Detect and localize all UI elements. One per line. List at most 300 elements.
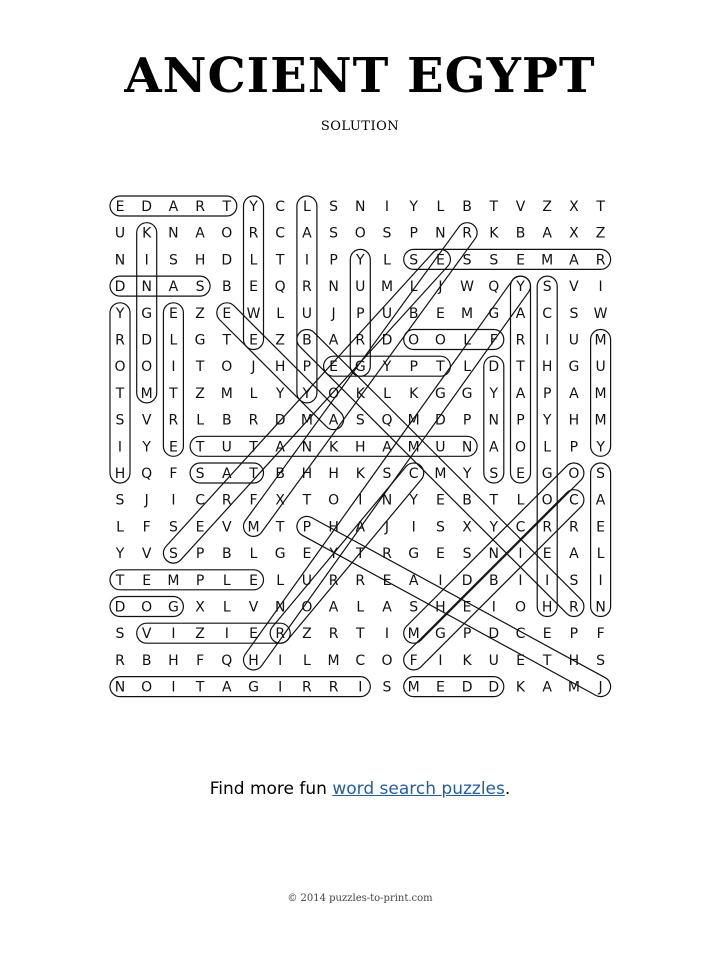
grid-letter: L: [409, 279, 418, 296]
grid-letter: N: [301, 439, 313, 456]
grid-letter: Y: [516, 279, 525, 296]
grid-letter: A: [222, 466, 232, 482]
grid-letter: D: [141, 332, 153, 349]
grid-letter: P: [462, 626, 472, 643]
grid-letter: R: [248, 412, 259, 429]
grid-letter: O: [434, 332, 446, 349]
grid-letter: R: [115, 652, 125, 669]
grid-letter: B: [302, 332, 312, 349]
grid-letter: P: [409, 359, 418, 376]
grid-letter: N: [381, 492, 393, 509]
grid-letter: Y: [596, 439, 605, 456]
grid-letter: C: [542, 305, 553, 322]
grid-letter: K: [355, 385, 365, 402]
grid-letter: X: [569, 225, 579, 242]
grid-letter: M: [327, 652, 340, 669]
grid-letter: L: [356, 599, 365, 616]
grid-letter: H: [168, 652, 179, 669]
grid-letter: M: [407, 679, 420, 696]
grid-letter: N: [435, 225, 446, 242]
grid-letter: I: [117, 439, 123, 456]
grid-letter: A: [569, 546, 579, 563]
grid-letter: T: [356, 546, 365, 563]
grid-letter: Y: [409, 492, 418, 509]
grid-letter: X: [569, 199, 579, 215]
grid-letter: S: [542, 279, 552, 296]
grid-letter: O: [328, 385, 340, 402]
grid-letter: M: [247, 519, 260, 536]
grid-letter: Z: [542, 199, 552, 215]
grid-letter: O: [221, 225, 233, 242]
grid-letter: M: [300, 412, 313, 429]
grid-letter: X: [462, 519, 472, 536]
grid-letter: N: [141, 279, 152, 296]
grid-letter: L: [302, 652, 311, 669]
grid-letter: A: [569, 385, 579, 402]
grid-letter: Z: [195, 305, 205, 322]
grid-letter: A: [328, 599, 339, 616]
grid-letter: E: [462, 599, 472, 616]
grid-letter: T: [115, 572, 125, 589]
grid-letter: S: [382, 466, 392, 482]
grid-letter: Q: [221, 652, 233, 669]
grid-letter: Y: [542, 412, 552, 429]
grid-letter: S: [462, 252, 472, 269]
grid-letter: R: [195, 199, 205, 215]
grid-letter: E: [516, 652, 525, 669]
grid-letter: Y: [115, 305, 125, 322]
grid-letter: J: [251, 359, 256, 376]
grid-letter: N: [488, 412, 500, 429]
grid-letter: E: [542, 626, 552, 643]
grid-letter: I: [384, 626, 390, 643]
grid-letter: K: [489, 225, 499, 242]
grid-letter: R: [328, 679, 339, 696]
grid-letter: P: [516, 412, 525, 429]
grid-letter: M: [407, 439, 420, 456]
grid-letter: N: [168, 225, 179, 242]
grid-letter: R: [168, 412, 179, 429]
grid-letter: S: [115, 412, 125, 429]
grid-letter: M: [594, 385, 607, 402]
grid-letter: P: [569, 439, 579, 456]
grid-letter: L: [596, 546, 605, 563]
grid-letter: E: [168, 305, 178, 322]
grid-letter: G: [354, 359, 366, 376]
grid-letter: D: [221, 252, 233, 269]
grid-letter: O: [141, 599, 153, 616]
grid-letter: N: [114, 679, 126, 696]
grid-letter: D: [114, 279, 126, 296]
grid-letter: G: [434, 385, 446, 402]
grid-letter: X: [195, 599, 205, 616]
grid-letter: K: [355, 466, 365, 482]
grid-letter: R: [542, 519, 553, 536]
grid-letter: R: [355, 572, 366, 589]
grid-letter: M: [594, 332, 607, 349]
grid-letter: T: [302, 492, 312, 509]
grid-letter: R: [302, 679, 312, 696]
grid-letter: Z: [195, 385, 205, 402]
grid-letter: G: [568, 359, 580, 376]
grid-letter: D: [461, 679, 473, 696]
grid-letter: G: [408, 546, 420, 563]
grid-letter: B: [408, 305, 419, 322]
grid-letter: D: [488, 359, 500, 376]
grid-letter: M: [407, 412, 420, 429]
grid-letter: K: [142, 225, 152, 242]
grid-letter: A: [195, 225, 205, 242]
grid-letter: H: [194, 252, 206, 269]
grid-letter: S: [195, 279, 205, 296]
grid-letter: A: [542, 679, 552, 696]
grid-letter: F: [142, 519, 151, 536]
grid-letter: L: [222, 599, 231, 616]
grid-letter: S: [382, 679, 392, 696]
grid-letter: P: [195, 572, 205, 589]
grid-letter: I: [144, 252, 149, 269]
grid-letter: I: [358, 679, 363, 696]
grid-letter: R: [302, 279, 312, 296]
grid-letter: W: [246, 305, 261, 322]
grid-letter: Y: [489, 519, 499, 536]
grid-letter: L: [436, 199, 445, 215]
grid-letter: E: [222, 305, 232, 322]
grid-letter: B: [462, 492, 472, 509]
grid-letter: U: [381, 305, 393, 322]
grid-letter: K: [462, 652, 472, 669]
footer-suffix: .: [504, 779, 511, 799]
grid-letter: I: [545, 332, 550, 349]
grid-letter: I: [304, 252, 309, 269]
grid-letter: V: [141, 626, 152, 643]
grid-letter: R: [569, 599, 579, 616]
grid-letter: E: [435, 252, 445, 269]
grid-letter: T: [596, 199, 605, 215]
grid-letter: H: [541, 599, 553, 616]
grid-letter: K: [329, 439, 339, 456]
grid-letter: A: [328, 332, 339, 349]
grid-letter: H: [328, 466, 339, 482]
grid-letter: G: [488, 305, 500, 322]
grid-letter: R: [355, 332, 366, 349]
grid-letter: R: [221, 492, 232, 509]
grid-letter: D: [461, 572, 473, 589]
grid-letter: D: [114, 599, 126, 616]
grid-letter: Q: [488, 279, 500, 296]
grid-letter: S: [409, 599, 419, 616]
grid-letter: L: [196, 412, 205, 429]
grid-letter: M: [220, 385, 233, 402]
grid-letter: M: [380, 279, 394, 296]
grid-letter: K: [409, 385, 419, 402]
grid-letter: D: [488, 679, 500, 696]
grid-letter: U: [301, 305, 313, 322]
grid-letter: P: [569, 626, 579, 643]
grid-letter: W: [593, 305, 608, 322]
grid-letter: O: [408, 332, 420, 349]
grid-letter: F: [489, 332, 498, 349]
grid-letter: M: [594, 412, 607, 429]
grid-letter: J: [384, 519, 390, 536]
grid-letter: T: [222, 332, 232, 349]
grid-letter: E: [435, 305, 445, 322]
grid-letter: B: [221, 279, 232, 296]
grid-letter: A: [382, 599, 392, 616]
grid-letter: T: [542, 652, 552, 669]
grid-letter: S: [195, 466, 205, 482]
grid-letter: P: [409, 225, 418, 242]
grid-letter: T: [195, 439, 205, 456]
grid-letter: E: [382, 572, 392, 589]
grid-letter: I: [224, 626, 229, 643]
grid-letter: I: [411, 519, 416, 536]
grid-letter: G: [248, 679, 259, 696]
grid-letter: T: [249, 439, 258, 456]
grid-letter: E: [435, 546, 445, 563]
grid-letter: S: [489, 466, 499, 482]
grid-letter: C: [355, 652, 366, 669]
grid-letter: I: [278, 679, 283, 696]
grid-letter: I: [598, 279, 603, 296]
grid-letter: Q: [141, 466, 153, 482]
grid-letter: E: [249, 332, 258, 349]
grid-letter: X: [275, 492, 285, 509]
grid-letter: M: [461, 305, 474, 322]
grid-letter: N: [328, 279, 339, 296]
grid-letter: I: [171, 626, 176, 643]
grid-letter: F: [169, 466, 178, 482]
grid-letter: A: [328, 412, 339, 429]
grid-letter: U: [301, 572, 313, 589]
grid-letter: I: [384, 199, 390, 215]
grid-letter: I: [278, 652, 283, 669]
grid-letter: U: [568, 332, 580, 349]
grid-letter: A: [355, 519, 366, 536]
grid-letter: O: [221, 359, 233, 376]
grid-letter: U: [114, 225, 126, 242]
grid-letter: Y: [142, 439, 151, 456]
grid-letter: N: [488, 546, 500, 563]
grid-letter: H: [355, 439, 366, 456]
grid-letters: [114, 199, 607, 696]
grid-letter: E: [249, 279, 258, 296]
grid-letter: M: [140, 385, 153, 402]
grid-letter: S: [569, 572, 579, 589]
grid-letter: V: [141, 546, 152, 563]
grid-letter: A: [222, 679, 232, 696]
grid-letter: E: [168, 439, 178, 456]
grid-letter: W: [460, 279, 475, 296]
grid-letter: S: [115, 626, 125, 643]
grid-letter: A: [168, 279, 179, 296]
grid-letter: Z: [302, 626, 312, 643]
grid-letter: C: [408, 466, 419, 482]
grid-letter: H: [301, 466, 313, 482]
grid-letter: E: [596, 519, 606, 536]
grid-letter: D: [488, 626, 500, 643]
grid-letter: S: [168, 252, 178, 269]
grid-letter: L: [302, 199, 311, 215]
grid-letter: S: [435, 519, 445, 536]
grid-letter: S: [355, 412, 365, 429]
grid-letter: O: [541, 492, 553, 509]
grid-letter: A: [168, 199, 179, 215]
grid-letter: A: [515, 385, 526, 402]
grid-letter: E: [435, 492, 445, 509]
grid-letter: O: [514, 439, 527, 456]
solution-highlight: [137, 623, 291, 643]
grid-letter: L: [116, 519, 124, 536]
grid-letter: E: [115, 199, 125, 215]
word-search-puzzles-link[interactable]: word search puzzles: [332, 779, 505, 799]
grid-letter: H: [114, 466, 126, 482]
grid-letter: H: [328, 519, 339, 536]
grid-letter: N: [274, 599, 286, 616]
grid-letter: Y: [115, 546, 125, 563]
grid-letter: Z: [195, 626, 205, 643]
grid-letter: T: [195, 359, 205, 376]
grid-letter: R: [248, 225, 259, 242]
grid-letter: Z: [275, 332, 285, 349]
grid-letter: Y: [356, 252, 365, 269]
grid-letter: R: [462, 225, 472, 242]
grid-letter: H: [541, 359, 553, 376]
grid-letter: T: [195, 679, 205, 696]
grid-letter: B: [221, 546, 232, 563]
grid-letter: J: [438, 279, 443, 296]
grid-letter: I: [171, 359, 176, 376]
grid-letter: S: [168, 546, 178, 563]
grid-letter: O: [354, 225, 366, 242]
grid-letter: L: [222, 572, 231, 589]
grid-letter: E: [302, 546, 312, 563]
grid-letter: T: [436, 359, 445, 376]
grid-letter: I: [358, 492, 363, 509]
grid-letter: E: [249, 626, 258, 643]
grid-letter: U: [435, 439, 446, 456]
grid-letter: A: [542, 225, 552, 242]
grid-letter: P: [462, 412, 472, 429]
footer-prefix: Find more fun: [209, 779, 333, 799]
solution-highlight: [266, 459, 428, 647]
grid-letter: V: [248, 599, 259, 616]
grid-letter: H: [248, 652, 259, 669]
grid-letter: A: [275, 439, 285, 456]
grid-letter: B: [515, 225, 526, 242]
grid-letter: N: [355, 199, 366, 215]
grid-letter: G: [274, 546, 286, 563]
grid-letter: C: [275, 225, 286, 242]
grid-letter: L: [463, 359, 472, 376]
grid-letter: F: [249, 492, 258, 509]
grid-letter: S: [462, 546, 472, 563]
grid-letter: F: [196, 652, 205, 669]
grid-letter: A: [515, 305, 526, 322]
grid-letter: L: [276, 572, 285, 589]
grid-letter: Y: [275, 385, 285, 402]
grid-letter: U: [595, 359, 606, 376]
grid-letter: P: [356, 305, 365, 322]
grid-letter: R: [115, 332, 125, 349]
solution-highlight: [244, 196, 264, 350]
grid-letter: T: [275, 519, 285, 536]
grid-letter: P: [302, 359, 312, 376]
grid-letter: C: [569, 492, 579, 509]
grid-letter: I: [545, 572, 550, 589]
grid-letter: I: [518, 572, 523, 589]
grid-letter: N: [595, 599, 606, 616]
grid-letter: E: [195, 519, 205, 536]
grid-letter: L: [383, 252, 391, 269]
page-title: ANCIENT EGYPT: [124, 48, 596, 104]
grid-letter: R: [382, 546, 392, 563]
grid-letter: A: [302, 225, 312, 242]
grid-letter: L: [383, 385, 391, 402]
grid-letter: O: [328, 492, 340, 509]
grid-letter: C: [195, 492, 205, 509]
grid-letter: O: [141, 679, 153, 696]
page-subtitle: SOLUTION: [320, 119, 400, 134]
grid-letter: L: [169, 332, 178, 349]
grid-letter: E: [249, 572, 258, 589]
grid-letter: A: [569, 252, 579, 269]
grid-letter: D: [274, 412, 286, 429]
solution-highlight: [591, 463, 611, 617]
grid-letter: T: [489, 492, 499, 509]
grid-letter: N: [461, 439, 473, 456]
grid-letter: R: [595, 252, 606, 269]
grid-letter: L: [249, 385, 258, 402]
grid-letter: M: [407, 626, 420, 643]
grid-letter: Y: [329, 546, 338, 563]
grid-letter: S: [489, 252, 499, 269]
grid-letter: P: [329, 252, 338, 269]
grid-letter: M: [434, 466, 447, 482]
grid-letter: T: [222, 199, 232, 215]
grid-letter: R: [275, 626, 286, 643]
grid-letter: P: [302, 519, 312, 536]
grid-letter: K: [515, 679, 526, 696]
grid-letter: E: [435, 679, 445, 696]
grid-letter: B: [141, 652, 152, 669]
grid-letter: E: [329, 359, 339, 376]
grid-letter: I: [438, 652, 443, 669]
grid-letter: Q: [274, 279, 286, 296]
grid-letter: I: [171, 679, 176, 696]
grid-letter: L: [463, 332, 472, 349]
grid-letter: S: [569, 305, 579, 322]
grid-letter: U: [221, 439, 232, 456]
grid-letter: G: [167, 599, 179, 616]
grid-letter: J: [598, 679, 603, 696]
grid-letter: H: [568, 412, 580, 429]
grid-letter: L: [516, 492, 525, 509]
grid-letter: E: [516, 252, 525, 269]
grid-letter: S: [596, 652, 606, 669]
grid-letter: J: [331, 305, 336, 322]
grid-letter: I: [171, 492, 176, 509]
grid-letter: B: [488, 572, 499, 589]
grid-letter: V: [222, 519, 232, 536]
grid-letter: Y: [409, 199, 418, 215]
grid-letter: G: [194, 332, 206, 349]
grid-letter: G: [461, 385, 473, 402]
grid-letter: D: [435, 412, 446, 429]
grid-letter: Y: [249, 199, 258, 215]
grid-letter: O: [381, 652, 393, 669]
grid-letter: A: [595, 492, 606, 509]
